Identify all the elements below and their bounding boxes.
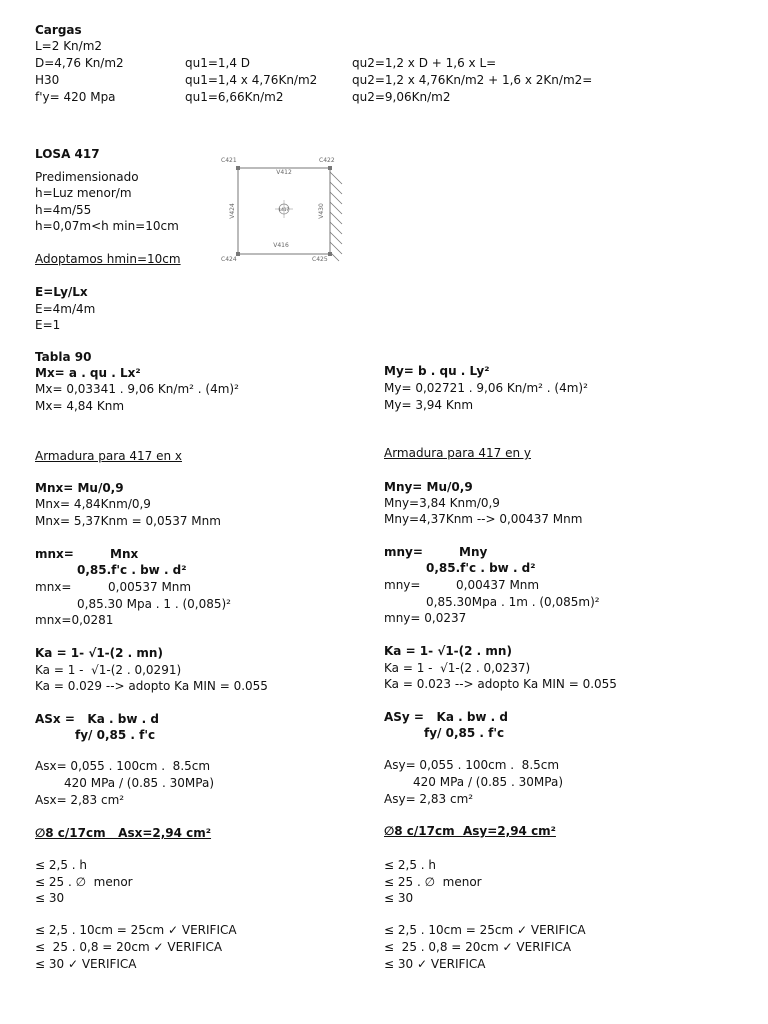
mny-ratio-denominator: 0,85.f'c . bw . d²: [426, 561, 536, 575]
verify-3-y: ≤ 30 ✓ VERIFICA: [384, 957, 486, 971]
qu2-substitution: qu2=1,2 x 4,76Kn/m2 + 1,6 x 2Kn/m2=: [352, 73, 593, 87]
predim-heading: Predimensionado: [35, 170, 139, 184]
mnx-value-numerator: 0,00537 Mnm: [108, 580, 192, 594]
mnx-formula: Mnx= Mu/0,9: [35, 481, 124, 495]
h-result: h=0,07m<h min=10cm: [35, 219, 179, 233]
mny-value-denominator: 0,85.30Mpa . 1m . (0,085m)²: [426, 595, 600, 609]
ka-result-x: Ka = 0.029 --> adopto Ka MIN = 0.055: [35, 679, 268, 693]
label-c425: C425: [312, 256, 328, 263]
ka-formula-x: Ka = 1- √1-(2 . mn): [35, 646, 163, 660]
mny-substitution: Mny=3,84 Knm/0,9: [384, 496, 500, 510]
steel-strength: f'y= 420 Mpa: [35, 90, 116, 104]
slab-diagram: [215, 150, 350, 265]
verify-3-x: ≤ 30 ✓ VERIFICA: [35, 957, 137, 971]
mx-result: Mx= 4,84 Knm: [35, 399, 125, 413]
ka-result-y: Ka = 0.023 --> adopto Ka MIN = 0.055: [384, 677, 617, 691]
concrete-class: H30: [35, 73, 60, 87]
mx-substitution: Mx= 0,03341 . 9,06 Kn/m² . (4m)²: [35, 382, 239, 396]
my-formula: My= b . qu . Ly²: [384, 364, 490, 378]
rebar-y: ∅8 c/17cm Asy=2,94 cm²: [384, 824, 556, 838]
e-result: E=1: [35, 318, 61, 332]
spacing-rule-3-x: ≤ 30: [35, 891, 65, 905]
mx-formula: Mx= a . qu . Lx²: [35, 366, 141, 380]
verify-2-x: ≤ 25 . 0,8 = 20cm ✓ VERIFICA: [35, 940, 223, 954]
mnx-value-label: mnx=: [35, 580, 72, 594]
qu1-substitution: qu1=1,4 x 4,76Kn/m2: [185, 73, 318, 87]
mny-ratio-numerator: Mny: [459, 545, 488, 559]
label-v416: V416: [273, 242, 289, 249]
e-title: E=Ly/Lx: [35, 285, 88, 299]
my-result: My= 3,94 Knm: [384, 398, 474, 412]
spacing-rule-2-y: ≤ 25 . ∅ menor: [384, 875, 482, 889]
asy-result: Asy= 2,83 cm²: [384, 792, 474, 806]
verify-2-y: ≤ 25 . 0,8 = 20cm ✓ VERIFICA: [384, 940, 572, 954]
e-substitution: E=4m/4m: [35, 302, 96, 316]
load-dead: D=4,76 Kn/m2: [35, 56, 124, 70]
h-formula: h=Luz menor/m: [35, 186, 132, 200]
qu2-formula: qu2=1,2 x D + 1,6 x L=: [352, 56, 497, 70]
mnx-ratio-label: mnx=: [35, 547, 74, 561]
h-substitution: h=4m/55: [35, 203, 92, 217]
column-c422: [328, 166, 332, 170]
mny-ratio-label: mny=: [384, 545, 423, 559]
label-v430: V430: [318, 203, 325, 219]
mnx-result: Mnx= 5,37Knm = 0,0537 Mnm: [35, 514, 221, 528]
asx-result: Asx= 2,83 cm²: [35, 793, 125, 807]
label-c424: C424: [221, 256, 237, 263]
mnx-ratio-denominator: 0,85.f'c . bw . d²: [77, 563, 187, 577]
mnx-ratio-numerator: Mnx: [110, 547, 139, 561]
armadura-x-heading: Armadura para 417 en x: [35, 449, 182, 463]
verify-1-y: ≤ 2,5 . 10cm = 25cm ✓ VERIFICA: [384, 923, 586, 937]
qu2-result: qu2=9,06Kn/m2: [352, 90, 451, 104]
spacing-rule-1-x: ≤ 2,5 . h: [35, 858, 88, 872]
label-v424: V424: [229, 203, 236, 219]
label-c421: C421: [221, 157, 237, 164]
asx-formula: ASx = Ka . bw . d: [35, 712, 159, 726]
adopted-h: Adoptamos hmin=10cm: [35, 252, 181, 266]
mnx-substitution: Mnx= 4,84Knm/0,9: [35, 497, 151, 511]
mny-value-numerator: 0,00437 Mnm: [456, 578, 540, 592]
mny-formula: Mny= Mu/0,9: [384, 480, 473, 494]
armadura-y-heading: Armadura para 417 en y: [384, 446, 531, 460]
my-substitution: My= 0,02721 . 9,06 Kn/m² . (4m)²: [384, 381, 588, 395]
qu1-result: qu1=6,66Kn/m2: [185, 90, 284, 104]
ka-substitution-x: Ka = 1 - √1-(2 . 0,0291): [35, 663, 182, 677]
rebar-x: ∅8 c/17cm Asx=2,94 cm²: [35, 826, 212, 840]
spacing-rule-1-y: ≤ 2,5 . h: [384, 858, 437, 872]
slab-center-label: L417: [279, 207, 289, 212]
asy-denominator: fy/ 0,85 . f'c: [424, 726, 505, 740]
mnx-result-value: mnx=0,0281: [35, 613, 114, 627]
asx-substitution-denominator: 420 MPa / (0.85 . 30MPa): [64, 776, 214, 790]
asy-substitution: Asy= 0,055 . 100cm . 8.5cm: [384, 758, 560, 772]
qu1-formula: qu1=1,4 D: [185, 56, 251, 70]
mnx-value-denominator: 0,85.30 Mpa . 1 . (0,085)²: [77, 597, 231, 611]
spacing-rule-2-x: ≤ 25 . ∅ menor: [35, 875, 133, 889]
ka-substitution-y: Ka = 1 - √1-(2 . 0,0237): [384, 661, 531, 675]
mny-result-value: mny= 0,0237: [384, 611, 467, 625]
tabla-title: Tabla 90: [35, 350, 92, 364]
ka-formula-y: Ka = 1- √1-(2 . mn): [384, 644, 512, 658]
mny-value-label: mny=: [384, 578, 421, 592]
column-c421: [236, 166, 240, 170]
column-c425: [328, 252, 332, 256]
load-live: L=2 Kn/m2: [35, 39, 103, 53]
asy-substitution-denominator: 420 MPa / (0.85 . 30MPa): [413, 775, 563, 789]
verify-1-x: ≤ 2,5 . 10cm = 25cm ✓ VERIFICA: [35, 923, 237, 937]
asx-substitution: Asx= 0,055 . 100cm . 8.5cm: [35, 759, 211, 773]
label-c422: C422: [319, 157, 335, 164]
fixed-edge-hatching: [330, 172, 342, 261]
asx-denominator: fy/ 0,85 . f'c: [75, 728, 156, 742]
cargas-title: Cargas: [35, 23, 82, 37]
spacing-rule-3-y: ≤ 30: [384, 891, 414, 905]
label-v412: V412: [276, 169, 292, 176]
asy-formula: ASy = Ka . bw . d: [384, 710, 509, 724]
mny-result: Mny=4,37Knm --> 0,00437 Mnm: [384, 512, 583, 526]
losa-title: LOSA 417: [35, 147, 100, 161]
